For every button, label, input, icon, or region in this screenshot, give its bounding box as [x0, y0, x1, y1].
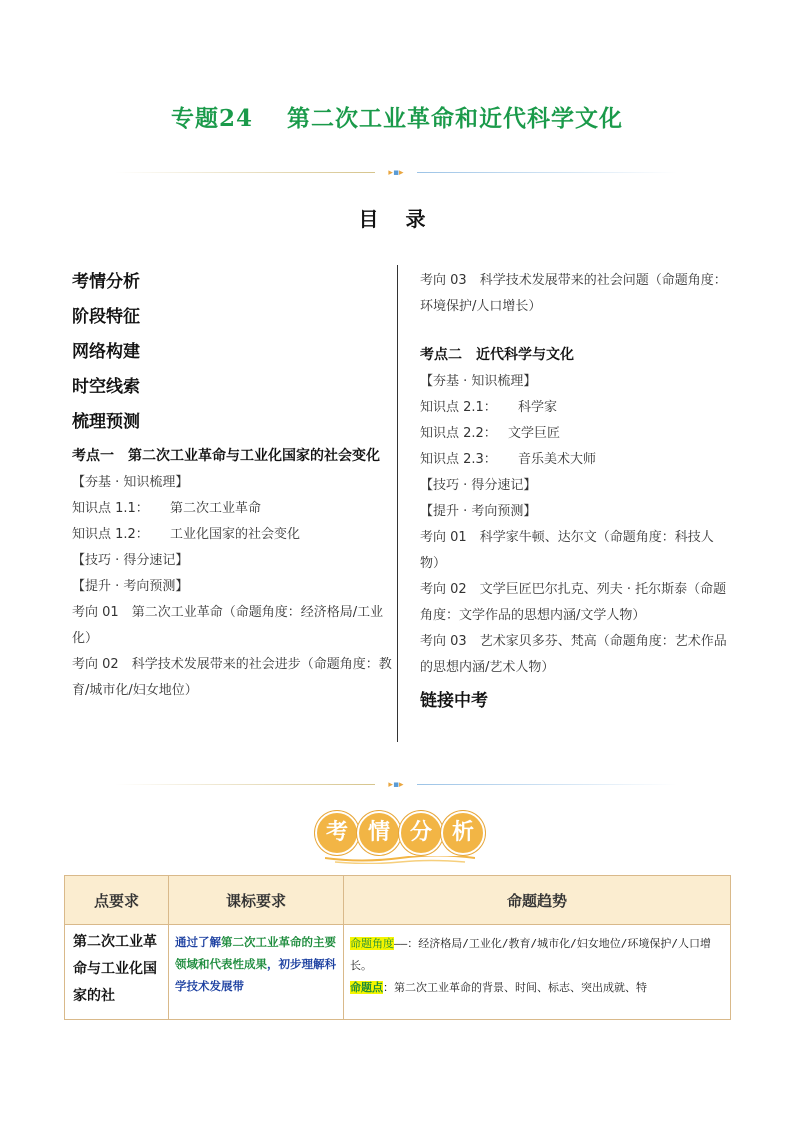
column-separator [397, 265, 398, 742]
banner-char: 考 [315, 811, 359, 855]
table-header: 点要求 [65, 876, 169, 925]
toc-section-link[interactable]: 链接中考 [420, 691, 488, 711]
table-row [65, 925, 731, 1020]
banner-wave-icon [325, 856, 475, 864]
table-header: 课标要求 [169, 876, 344, 925]
toc-item[interactable]: 考向 01 科学家牛顿、达尔文（命题角度：科技人物） [420, 530, 714, 571]
toc-item[interactable]: 考向 02 科学技术发展带来的社会进步（命题角度：教育/城市化/妇女地位） [72, 657, 392, 698]
toc-item[interactable]: 考向 02 文学巨匠巴尔扎克、列夫 · 托尔斯泰（命题角度：文学作品的思想内涵/文学人物） [420, 582, 727, 623]
toc-item[interactable]: 【技巧 · 得分速记】 [420, 478, 537, 493]
toc-item[interactable]: 考向 03 艺术家贝多芬、梵高（命题角度：艺术作品的思想内涵/艺术人物） [420, 634, 727, 675]
banner-char: 分 [399, 811, 443, 855]
topic-title: 第二次工业革命和近代科学文化 [287, 105, 623, 132]
toc-item[interactable]: 考向 01 第二次工业革命（命题角度：经济格局/工业化） [72, 605, 384, 646]
section-banner [0, 805, 794, 865]
points-label: 命题点 [350, 981, 383, 994]
toc-title: 目 录 [358, 207, 436, 231]
toc-item[interactable]: 知识点 2.3： 音乐美术大师 [420, 452, 597, 467]
toc-point1-title[interactable]: 考点一 第二次工业革命与工业化国家的社会变化 [72, 448, 380, 464]
banner-char: 情 [357, 811, 401, 855]
banner-char: 析 [441, 811, 485, 855]
angle-label: 命题角度 [350, 937, 394, 950]
divider-top [115, 168, 677, 178]
exam-analysis-table [64, 875, 731, 1020]
toc-item[interactable]: 【技巧 · 得分速记】 [72, 553, 189, 568]
page-title [0, 100, 794, 133]
toc-section-review[interactable]: 梳理预测 [72, 412, 140, 432]
toc-section-analysis[interactable]: 考情分析 [72, 272, 140, 292]
toc-item[interactable]: 知识点 1.1： 第二次工业革命 [72, 501, 262, 516]
toc-item[interactable]: 【提升 · 考向预测】 [72, 579, 189, 594]
standard-requirement-cell: 通过了解第二次工业革命的主要领域和代表性成果，初步理解科学技术发展带 [175, 935, 336, 993]
toc-left-column [72, 266, 392, 704]
toc-item[interactable]: 【夯基 · 知识梳理】 [72, 475, 189, 490]
toc-section-network[interactable]: 网络构建 [72, 342, 140, 362]
divider-bottom [115, 780, 677, 790]
divider-ornament-icon: ▸▪▸ [388, 780, 404, 790]
table-header-row [65, 876, 731, 925]
topic-number: 专题24 [170, 105, 253, 132]
toc-item[interactable]: 知识点 2.2： 文学巨匠 [420, 426, 561, 441]
toc-section-timeline[interactable]: 时空线索 [72, 377, 140, 397]
toc-point2-title[interactable]: 考点二 近代科学与文化 [420, 347, 574, 363]
table-header: 命题趋势 [344, 876, 731, 925]
toc-item[interactable]: 【夯基 · 知识梳理】 [420, 374, 537, 389]
divider-ornament-icon: ▸▪▸ [388, 168, 404, 178]
toc-right-column [420, 268, 730, 720]
trend-cell: 命题角度——：经济格局/工业化/教育/城市化/妇女地位/环境保护/人口增长。 命题点：第二次工业革命的背景、时间、标志、突出成就、特 [350, 937, 711, 994]
toc-item[interactable]: 知识点 1.2： 工业化国家的社会变化 [72, 527, 301, 542]
toc-section-stage[interactable]: 阶段特征 [72, 307, 140, 327]
toc-item[interactable]: 知识点 2.1： 科学家 [420, 400, 558, 415]
toc-item[interactable]: 考向 03 科学技术发展带来的社会问题（命题角度：环境保护/人口增长） [420, 273, 727, 314]
point-requirement-cell: 第二次工业革命与工业化国家的社 [73, 934, 157, 1004]
toc-item[interactable]: 【提升 · 考向预测】 [420, 504, 537, 519]
